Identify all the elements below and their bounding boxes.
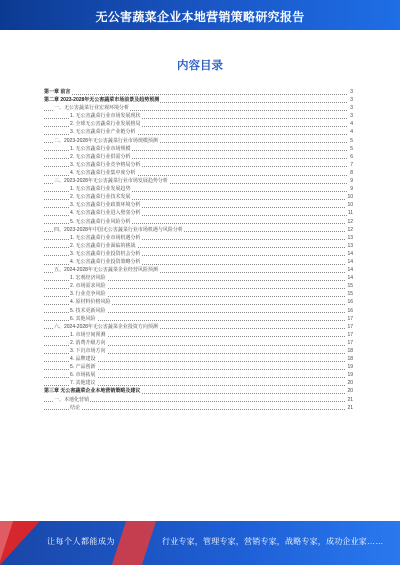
toc-entry[interactable] — [44, 339, 353, 347]
toc-entry[interactable] — [44, 387, 353, 395]
toc-entry-label: 7. 其他建议 — [70, 380, 96, 387]
toc-entry[interactable] — [44, 96, 353, 104]
table-of-contents — [44, 88, 353, 412]
toc-entry-page: 14 — [347, 267, 353, 274]
toc-entry-label: 5. 产品创新 — [70, 364, 96, 371]
toc-entry-page: 10 — [347, 194, 353, 201]
toc-entry[interactable] — [44, 193, 353, 201]
toc-entry-label: 4. 原材料价格风险 — [70, 299, 111, 306]
toc-entry[interactable] — [44, 153, 353, 161]
toc-entry[interactable] — [44, 396, 353, 404]
toc-entry-page: 15 — [347, 283, 353, 290]
toc-entry-label: 3. 无公害蔬菜行业投资机会分析 — [70, 250, 141, 257]
toc-entry-page: 3 — [350, 105, 353, 112]
toc-entry[interactable] — [44, 185, 353, 193]
toc-entry-page: 7 — [350, 161, 353, 168]
toc-entry-page: 8 — [350, 169, 353, 176]
toc-entry[interactable] — [44, 323, 353, 331]
toc-entry-label: 3. 行业竞争风险 — [70, 291, 106, 298]
toc-entry-label: 四、2023-2028年中国无公害蔬菜行业市场机遇与风险分析 — [54, 226, 183, 233]
toc-entry[interactable] — [44, 371, 353, 379]
toc-entry-page: 9 — [350, 178, 353, 185]
toc-entry-page: 6 — [350, 153, 353, 160]
toc-entry-label: 2. 无公害蔬菜行业技术发展 — [70, 194, 131, 201]
toc-entry[interactable] — [44, 128, 353, 136]
toc-entry-label: 结论 — [70, 404, 81, 411]
toc-entry-label: 4. 无公害蔬菜行业进入壁垒分析 — [70, 210, 141, 217]
toc-entry-label: 3. 无公害蔬菜行业竞争格局分析 — [70, 161, 141, 168]
toc-entry-page: 12 — [347, 218, 353, 225]
toc-entry[interactable] — [44, 258, 353, 266]
toc-entry-label: 2. 无公害蔬菜行业面临的挑战 — [70, 242, 136, 249]
toc-entry-label: 第一章 前言 — [44, 89, 71, 95]
toc-entry-page: 17 — [347, 331, 353, 338]
toc-entry[interactable] — [44, 218, 353, 226]
toc-entry[interactable] — [44, 307, 353, 315]
toc-entry-page: 4 — [350, 129, 353, 136]
toc-entry-page: 14 — [347, 258, 353, 265]
toc-entry-page: 20 — [347, 388, 353, 395]
toc-entry-page: 18 — [347, 356, 353, 363]
toc-entry-page: 3 — [350, 113, 353, 120]
toc-entry-label: 1. 无公害蔬菜行业市场发展现状 — [70, 113, 141, 120]
toc-entry-label: 二、2023-2028年无公害蔬菜行业市场规模预测 — [54, 137, 158, 144]
toc-entry-page: 21 — [347, 404, 353, 411]
toc-entry-page: 16 — [347, 307, 353, 314]
toc-entry[interactable] — [44, 298, 353, 306]
toc-entry-label: 6. 其他风险 — [70, 315, 96, 322]
toc-entry-label: 1. 市场空间预测 — [70, 331, 106, 338]
toc-entry[interactable] — [44, 137, 353, 145]
toc-entry[interactable] — [44, 226, 353, 234]
toc-entry-label: 2. 消费升级方向 — [70, 339, 106, 346]
toc-entry-page: 5 — [350, 145, 353, 152]
toc-entry-page: 13 — [347, 242, 353, 249]
toc-leader-dots — [44, 94, 347, 95]
toc-entry[interactable] — [44, 88, 353, 96]
toc-entry-label: 3. 无公害蔬菜行业产业链分析 — [70, 129, 136, 136]
report-header — [0, 0, 400, 30]
toc-entry-label: 第二章 2023-2028年无公害蔬菜市场前景及趋势预测 — [44, 97, 160, 104]
toc-entry-label: 2. 全球无公害蔬菜行业发展格局 — [70, 121, 141, 128]
toc-entry-page: 3 — [350, 89, 353, 95]
toc-entry-page: 16 — [347, 299, 353, 306]
toc-heading: 内容目录 — [177, 60, 223, 72]
footer-slogan: 让每个人都能成为 — [47, 537, 115, 546]
toc-entry[interactable] — [44, 290, 353, 298]
toc-entry-label: 2. 市场需求风险 — [70, 283, 106, 290]
toc-leader-dots — [44, 409, 347, 410]
toc-entry[interactable] — [44, 104, 353, 112]
toc-entry[interactable] — [44, 347, 353, 355]
toc-entry-label: 4. 无公害蔬菜行业投资策略分析 — [70, 258, 141, 265]
toc-entry-label: 4. 无公害蔬菜行业集中度分析 — [70, 169, 136, 176]
toc-entry[interactable] — [44, 242, 353, 250]
toc-entry[interactable] — [44, 177, 353, 185]
toc-entry[interactable] — [44, 112, 353, 120]
toc-entry[interactable] — [44, 331, 353, 339]
footer-roles: 行业专家，管理专家，营销专家，战略专家，成功企业家…… — [162, 537, 384, 546]
toc-entry-label: 一、本地化营销 — [54, 396, 90, 403]
toc-entry-page: 17 — [347, 323, 353, 330]
toc-entry-page: 12 — [347, 226, 353, 233]
toc-entry-label: 5. 技术更新风险 — [70, 307, 106, 314]
toc-entry[interactable] — [44, 355, 353, 363]
toc-entry-page: 15 — [347, 291, 353, 298]
toc-entry-label: 1. 无公害蔬菜行业发展趋势 — [70, 186, 131, 193]
toc-entry[interactable] — [44, 234, 353, 242]
toc-entry[interactable] — [44, 250, 353, 258]
toc-entry-label: 2. 无公害蔬菜行业供需分析 — [70, 153, 131, 160]
toc-entry[interactable] — [44, 201, 353, 209]
report-title: 无公害蔬菜企业本地营销策略研究报告 — [95, 10, 305, 24]
toc-entry-page: 11 — [347, 210, 353, 217]
toc-entry[interactable] — [44, 266, 353, 274]
toc-entry-page: 17 — [347, 339, 353, 346]
toc-entry[interactable] — [44, 379, 353, 387]
toc-entry[interactable] — [44, 145, 353, 153]
toc-entry-page: 4 — [350, 121, 353, 128]
toc-entry-label: 1. 无公害蔬菜行业市场机遇分析 — [70, 234, 141, 241]
toc-entry-label: 6. 市场拓展 — [70, 372, 96, 379]
toc-entry[interactable] — [44, 315, 353, 323]
toc-entry-label: 5. 无公害蔬菜行业风险分析 — [70, 218, 131, 225]
toc-entry[interactable] — [44, 209, 353, 217]
toc-entry-label: 3. 无公害蔬菜行业政策环境分析 — [70, 202, 141, 209]
toc-entry-label: 1. 无公害蔬菜行业市场规模 — [70, 145, 131, 152]
toc-entry[interactable] — [44, 120, 353, 128]
toc-entry-page: 13 — [347, 234, 353, 241]
toc-entry-label: 六、2024-2028年无公害蔬菜企业投资方向预测 — [54, 323, 158, 330]
toc-entry-page: 19 — [347, 364, 353, 371]
toc-entry-page: 18 — [347, 348, 353, 354]
toc-entry-page: 20 — [347, 380, 353, 387]
toc-entry[interactable] — [44, 169, 353, 177]
toc-entry-page: 14 — [347, 250, 353, 257]
toc-entry-label: 五、2024-2028年无公害蔬菜企业经营风险预测 — [54, 267, 158, 274]
toc-entry-label: 3. 下沉市场方向 — [70, 348, 106, 354]
toc-entry-label: 三、2023-2028年无公害蔬菜行业市场发展趋势分析 — [54, 178, 168, 185]
toc-entry-page: 9 — [350, 186, 353, 193]
toc-entry-page: 21 — [347, 396, 353, 403]
toc-entry[interactable] — [44, 404, 353, 412]
toc-entry[interactable] — [44, 282, 353, 290]
toc-entry-page: 14 — [347, 275, 353, 282]
toc-entry[interactable] — [44, 161, 353, 169]
toc-entry-page: 10 — [347, 202, 353, 209]
footer-banner — [0, 521, 400, 565]
toc-entry-label: 第三章 无公害蔬菜企业本地营销策略及建议 — [44, 388, 141, 395]
toc-entry[interactable] — [44, 274, 353, 282]
toc-entry-page: 19 — [347, 372, 353, 379]
toc-entry-page: 3 — [350, 97, 353, 104]
toc-entry-page: 17 — [347, 315, 353, 322]
toc-entry-label: 4. 品牌建设 — [70, 356, 96, 363]
toc-entry-label: 一、无公害蔬菜行业宏观环境分析 — [54, 105, 130, 112]
toc-entry-label: 1. 宏观经济风险 — [70, 275, 106, 282]
toc-entry-page: 5 — [350, 137, 353, 144]
toc-entry[interactable] — [44, 363, 353, 371]
